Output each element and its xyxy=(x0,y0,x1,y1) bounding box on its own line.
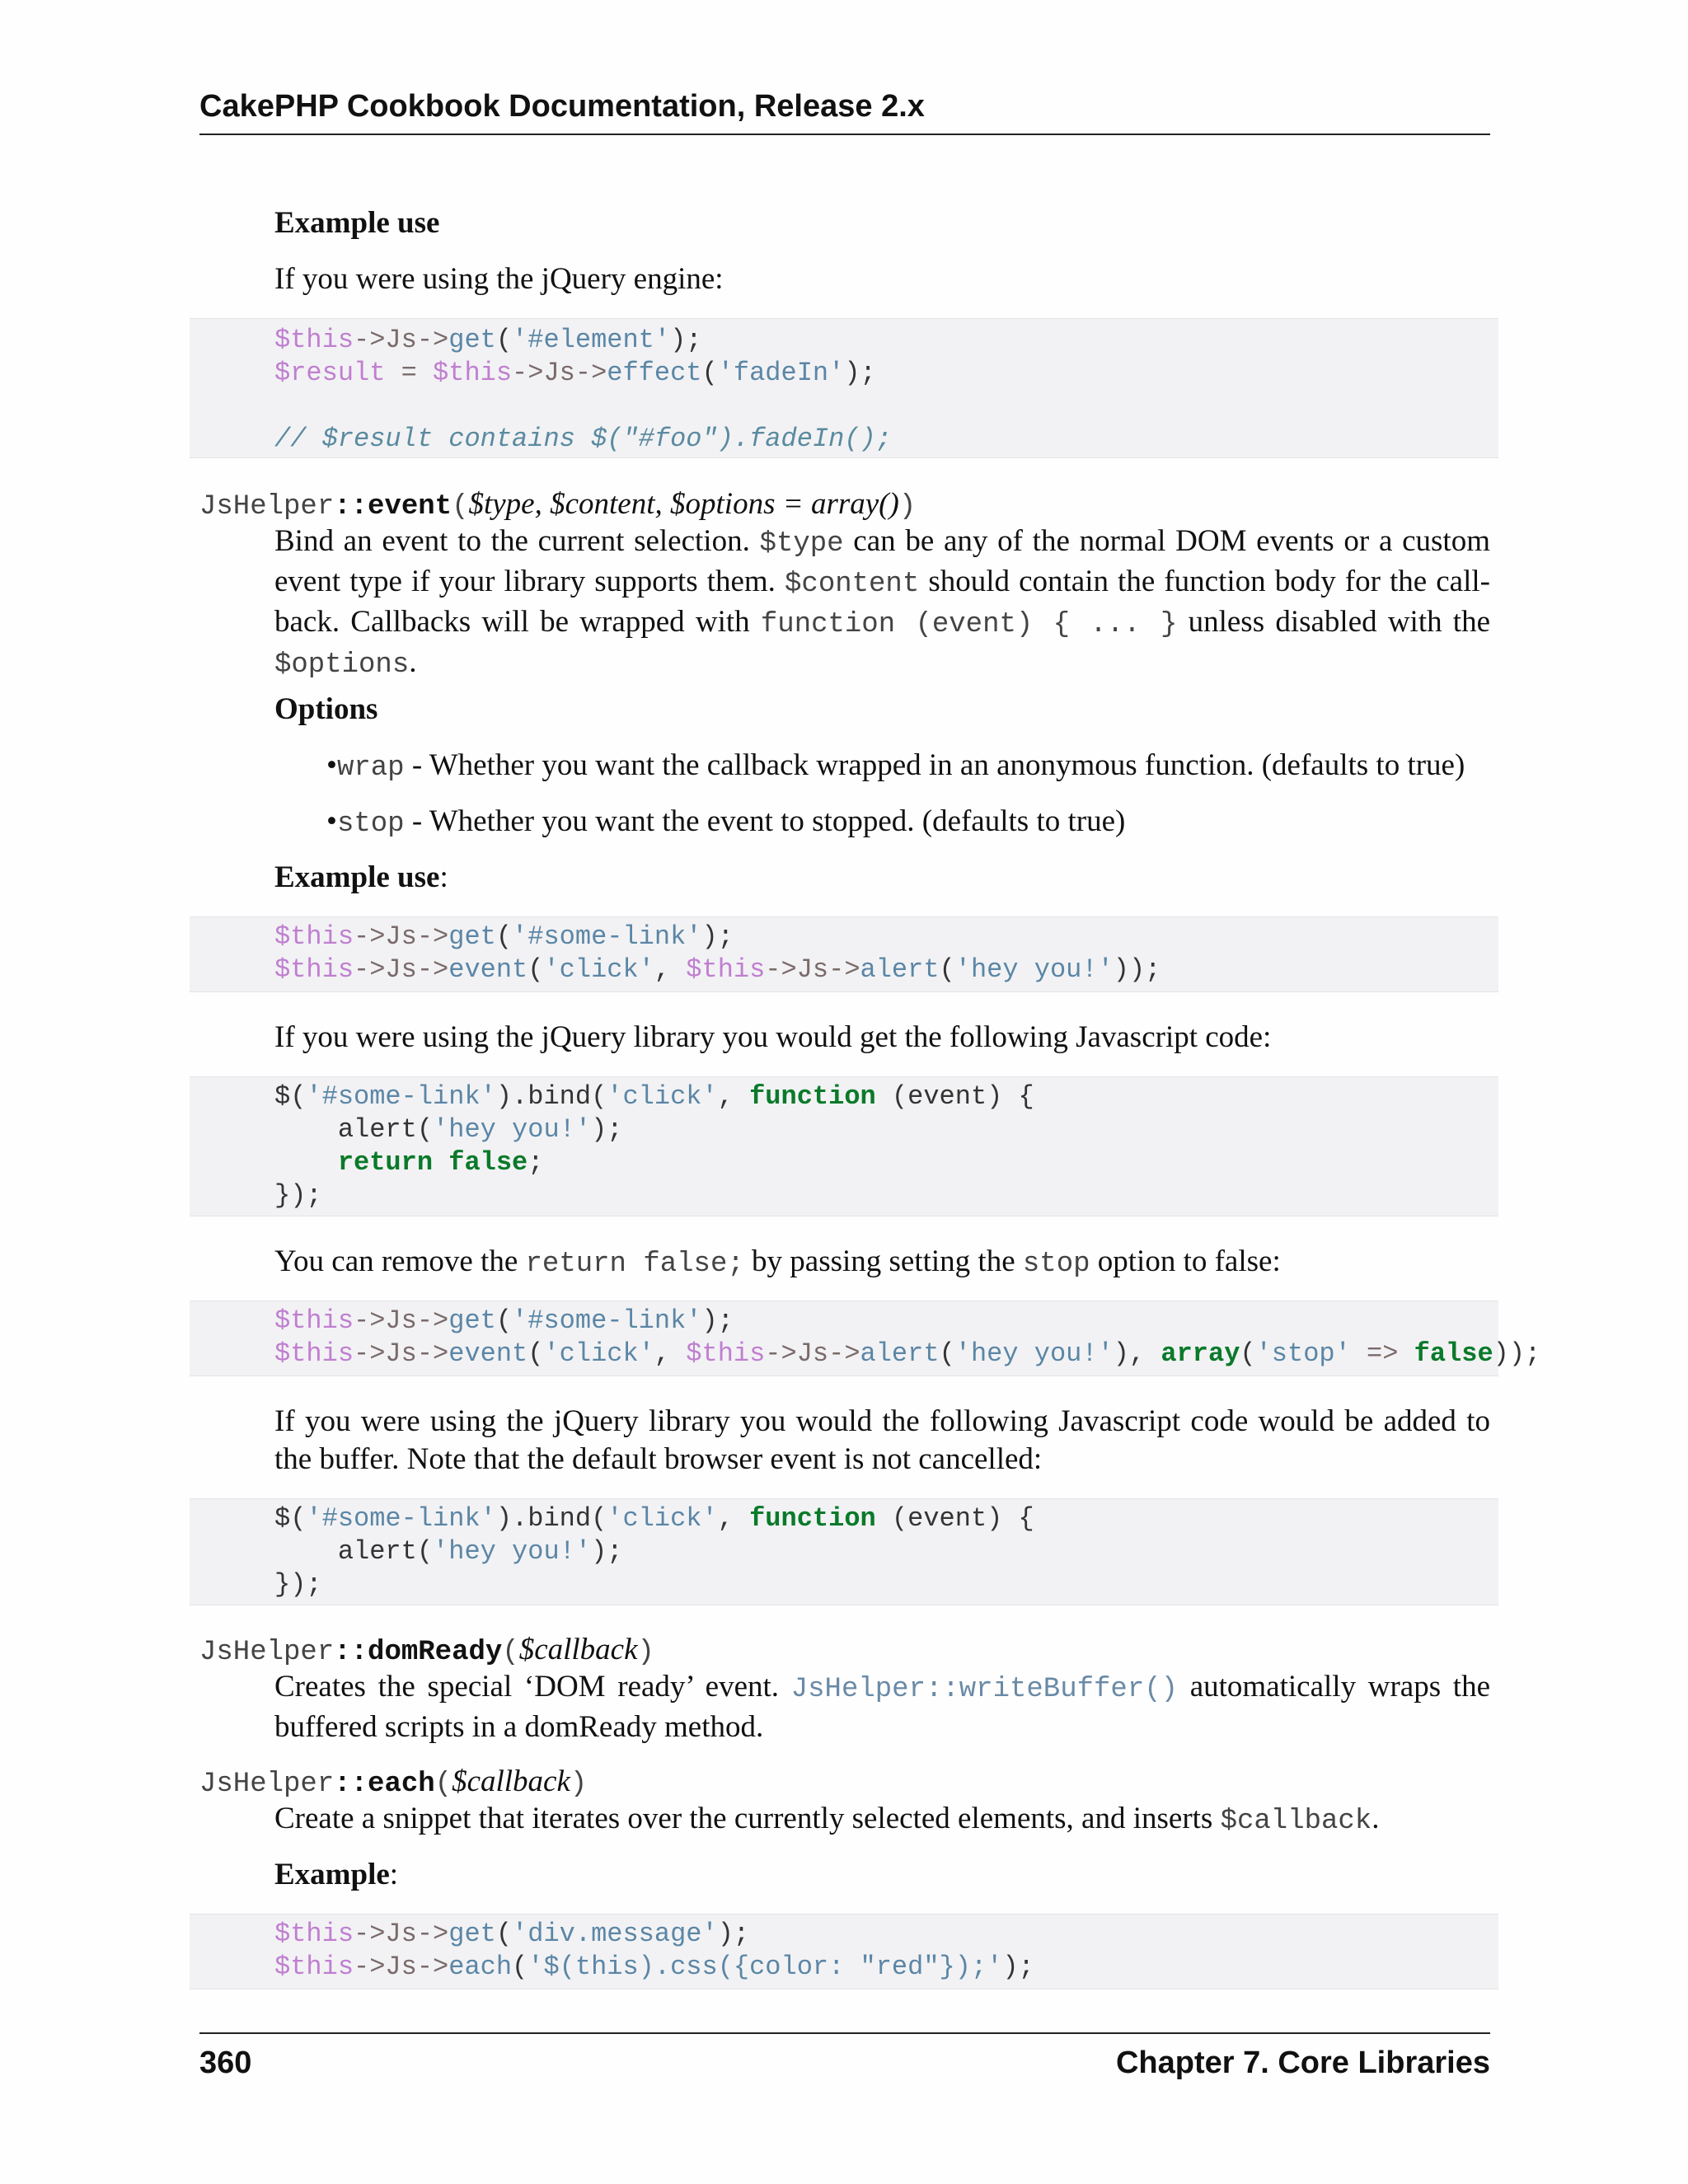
chapter-title: Chapter 7. Core Libraries xyxy=(1115,2046,1490,2080)
page-number: 360 xyxy=(199,2046,252,2080)
code-line: $this->Js->get('div.message'); $this->Js->each('$(this).css({color: "red"});'); xyxy=(274,1919,1034,1982)
code-line: $this->Js->get('#some-link'); $this->Js->event('click', $this->Js->alert('hey you!')); xyxy=(274,921,1161,985)
writebuffer-link[interactable]: JsHelper::writeBuffer() xyxy=(790,1674,1179,1705)
domready-signature: JsHelper::domReady($callback) xyxy=(199,1633,654,1668)
code-block-each xyxy=(190,1914,1498,1990)
code-line: $this->Js->get('#element'); $result = $this->Js->effect('fadeIn'); // $result contains $("#foo").fadeIn(); xyxy=(274,325,892,454)
header-rule xyxy=(199,134,1490,135)
example-heading: Example: xyxy=(274,1858,399,1891)
code-line: $('#some-link').bind('click', function (event) { alert('hey you!'); }); xyxy=(274,1503,1034,1600)
code-line: $('#some-link').bind('click', function (event) { alert('hey you!'); return false; }); xyxy=(274,1081,1034,1211)
domready-description: Creates the special ‘DOM ready’ event. JsHelper::writeBuffer() automatically wraps the buffered scripts in a domReady method. xyxy=(274,1670,1491,1744)
running-header: CakePHP Cookbook Documentation, Release 2.x xyxy=(199,89,925,124)
event-description: Bind an event to the current selection. $type can be any of the normal DOM events or a custom event type if your library supports them. $content should contain the function body for the call-back. Callbacks will be wrapped with function (event) { ... } unless disabled with the $options. xyxy=(274,524,1491,681)
each-description: Create a snippet that iterates over the currently selected elements, and inserts $callback. xyxy=(274,1802,1380,1837)
code-block-jquery-bind xyxy=(190,1076,1498,1216)
code-block-event xyxy=(190,916,1498,992)
options-heading: Options xyxy=(274,692,378,726)
code-block-event-stop xyxy=(190,1301,1541,1376)
intro-text: If you were using the jQuery engine: xyxy=(274,262,724,296)
event-signature: JsHelper::event($type, $content, $options = array()) xyxy=(199,487,917,523)
option-stop: •stop - Whether you want the event to stopped. (defaults to true) xyxy=(326,804,1126,840)
code-block-jquery-bind-2 xyxy=(190,1498,1498,1605)
each-signature: JsHelper::each($callback) xyxy=(199,1765,588,1800)
example-use-heading-2: Example use: xyxy=(274,860,448,894)
code-line: $this->Js->get('#some-link'); $this->Js->event('click', $this->Js->alert('hey you!'), array('stop' => false)); xyxy=(274,1305,1541,1369)
code-block-effect xyxy=(190,318,1498,458)
option-wrap: •wrap - Whether you want the callback wrapped in an anonymous function. (defaults to true) xyxy=(326,748,1465,784)
remove-return-text: You can remove the return false; by passing setting the stop option to false: xyxy=(274,1244,1281,1280)
footer-rule xyxy=(199,2032,1490,2034)
example-use-heading: Example use xyxy=(274,206,440,240)
buffer-text: If you were using the jQuery library you would the following Javascript code would be added to the buffer. Note that the default browser event is not cancelled: xyxy=(274,1404,1490,1476)
jquery-output-text: If you were using the jQuery library you would get the following Javascript code: xyxy=(274,1020,1272,1054)
